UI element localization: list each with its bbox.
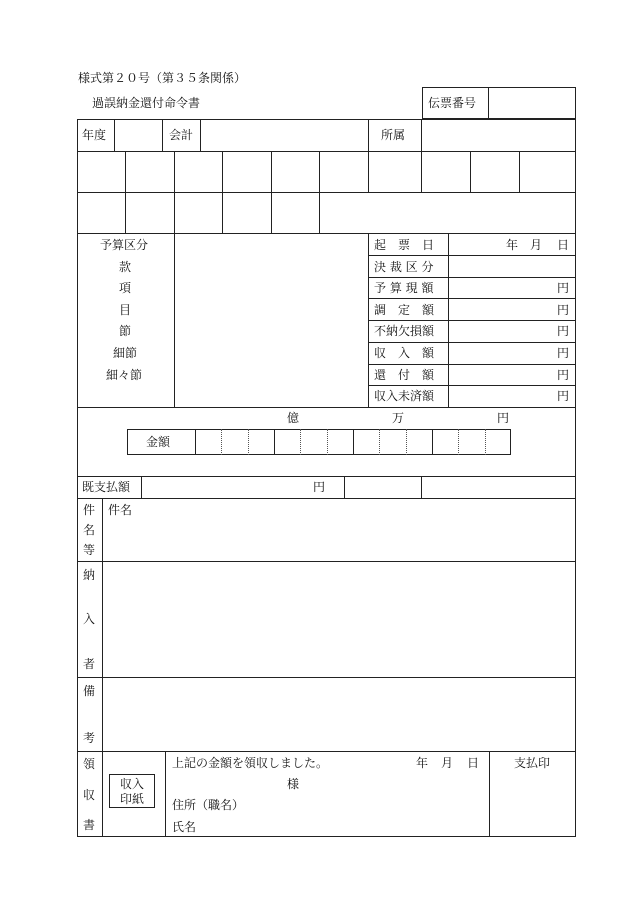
budget-kou-label: 項 xyxy=(119,281,132,295)
received-amount-label: 収 入 額 xyxy=(374,346,435,360)
receipt-year-unit: 年 xyxy=(416,756,429,770)
receipt-vertical-2: 収 xyxy=(82,788,95,802)
yen-unit: 円 xyxy=(557,281,570,295)
fiscal-year-label: 年度 xyxy=(82,128,107,142)
budget-classification-label: 予算区分 xyxy=(100,238,149,252)
man-unit: 万 xyxy=(392,411,405,425)
remarks-vertical-1: 備 xyxy=(82,684,95,698)
date-day-unit: 日 xyxy=(557,238,570,252)
receipt-day-unit: 日 xyxy=(467,756,480,770)
payer-vertical-2: 入 xyxy=(82,612,95,626)
subject-vertical-2: 名 xyxy=(82,523,95,537)
budget-saisetsu-label: 細節 xyxy=(113,346,138,360)
yen-unit: 円 xyxy=(557,389,570,403)
slip-number-label: 伝票番号 xyxy=(428,96,477,110)
main-form-border xyxy=(77,119,576,837)
date-year-unit: 年 xyxy=(506,238,519,252)
address-label: 住所（職名） xyxy=(172,798,245,812)
department-label: 所属 xyxy=(381,128,406,142)
draft-date-label: 起 票 日 xyxy=(374,238,435,252)
amount-box xyxy=(127,429,511,455)
receipt-statement: 上記の金額を領収しました。 xyxy=(172,756,329,770)
remarks-vertical-2: 考 xyxy=(82,731,95,745)
yen-unit: 円 xyxy=(557,368,570,382)
unpaid-amount-label: 収入未済額 xyxy=(374,389,435,403)
yen-unit: 円 xyxy=(557,303,570,317)
stamp-text-1: 収入 xyxy=(120,777,145,791)
document-title: 過誤納金還付命令書 xyxy=(92,96,201,110)
account-label: 会計 xyxy=(169,128,194,142)
date-month-unit: 月 xyxy=(530,238,543,252)
budget-saisaisetsu-label: 細々節 xyxy=(106,368,143,382)
stamp-text-2: 印紙 xyxy=(120,792,145,806)
subject-vertical-1: 件 xyxy=(82,503,95,517)
approval-class-label: 決 裁 区 分 xyxy=(374,260,434,274)
current-budget-label: 予 算 現 額 xyxy=(374,281,434,295)
amount-label: 金額 xyxy=(146,435,171,449)
honorific: 様 xyxy=(287,777,300,791)
refund-amount-label: 還 付 額 xyxy=(374,368,435,382)
subject-vertical-3: 等 xyxy=(82,543,95,557)
form-number: 様式第２０号（第３５条関係） xyxy=(78,71,247,85)
budget-kan-label: 款 xyxy=(119,260,132,274)
receipt-vertical-3: 書 xyxy=(82,818,95,832)
paid-amount-label: 既支払額 xyxy=(82,480,131,494)
budget-setsu-label: 節 xyxy=(119,324,132,338)
name-label: 氏名 xyxy=(172,820,197,834)
budget-moku-label: 目 xyxy=(119,303,132,317)
subject-label: 件名 xyxy=(108,503,133,517)
oku-unit: 億 xyxy=(287,411,300,425)
deficit-loss-label: 不納欠損額 xyxy=(374,324,435,338)
receipt-month-unit: 月 xyxy=(441,756,454,770)
payment-seal-label: 支払印 xyxy=(514,756,551,770)
yen-unit: 円 xyxy=(557,346,570,360)
yen-unit: 円 xyxy=(557,324,570,338)
paid-yen-unit: 円 xyxy=(313,480,326,494)
payer-vertical-3: 者 xyxy=(82,657,95,671)
assessed-amount-label: 調 定 額 xyxy=(374,303,435,317)
payer-vertical-1: 納 xyxy=(82,568,95,582)
receipt-vertical-1: 領 xyxy=(82,757,95,771)
en-unit: 円 xyxy=(497,411,510,425)
